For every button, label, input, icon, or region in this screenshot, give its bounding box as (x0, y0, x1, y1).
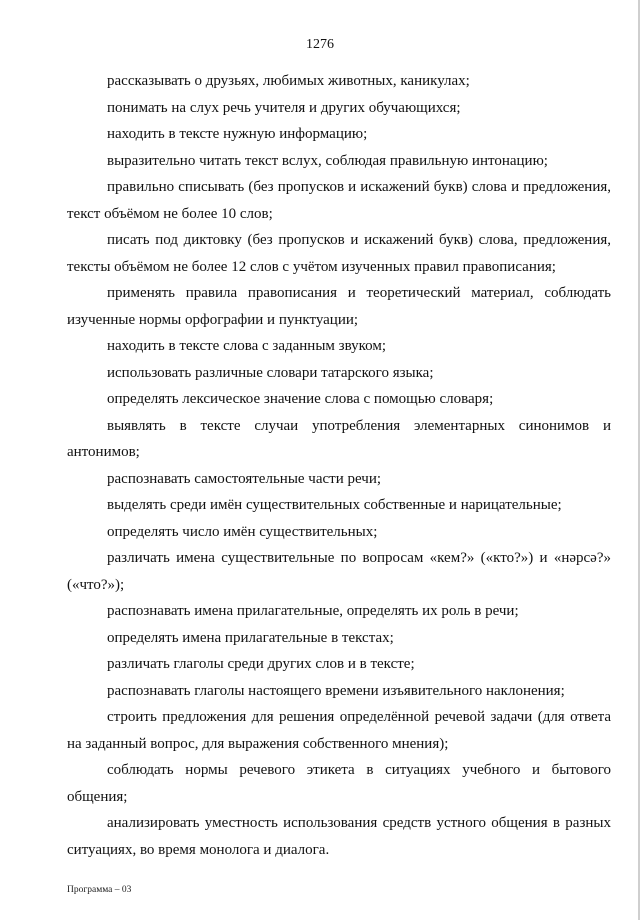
paragraph: находить в тексте слова с заданным звуком; (107, 338, 387, 354)
paragraph: распознавать глаголы настоящего времени изъявительного наклонения; (107, 682, 565, 699)
paragraph: определять имена прилагательные в текстах; (107, 629, 394, 646)
paragraph: использовать различные словари татарского языка; (107, 364, 434, 381)
paragraph: распознавать самостоятельные части речи; (107, 470, 382, 487)
paragraph: выделять среди имён существительных собственные и нарицательные; (107, 497, 562, 513)
paragraph: строить предложения для решения определённой речевой задачи (для ответа на заданный вопрос, для выражения собственного мнения); (67, 709, 611, 752)
paragraph: соблюдать нормы речевого этикета в ситуациях учебного и бытового общения; (67, 762, 611, 805)
paragraph: анализировать уместность использования средств устного общения в разных ситуациях, во время монолога и диалога. (67, 815, 611, 858)
paragraph: различать имена существительные по вопросам «кем?» («кто?») и «нәрсә?» («что?»); (67, 550, 611, 593)
paragraph: писать под диктовку (без пропусков и искажений букв) слова, предложения, тексты объёмом не более 12 слов с учётом изученных правил правописания; (67, 232, 611, 275)
paragraph: выявлять в тексте случаи употребления элементарных синонимов и антонимов; (67, 417, 611, 460)
paragraph: рассказывать о друзьях, любимых животных, каникулах; (107, 73, 470, 89)
paragraph: правильно списывать (без пропусков и искажений букв) слова и предложения, текст объёмом не более 10 слов; (67, 179, 611, 222)
document-body (67, 68, 611, 863)
paragraph: выразительно читать текст вслух, соблюдая правильную интонацию; (107, 152, 548, 169)
footer-label: Программа – 03 (67, 885, 132, 895)
paragraph: понимать на слух речь учителя и других обучающихся; (107, 99, 461, 116)
paragraph: различать глаголы среди других слов и в тексте; (107, 656, 415, 672)
paragraph: находить в тексте нужную информацию; (107, 126, 368, 142)
paragraph: определять число имён существительных; (107, 523, 378, 540)
page-number: 1276 (306, 37, 334, 52)
paragraph: распознавать имена прилагательные, определять их роль в речи; (107, 603, 519, 619)
paragraph: применять правила правописания и теоретический материал, соблюдать изученные нормы орфографии и пунктуации; (67, 285, 611, 328)
paragraph: определять лексическое значение слова с помощью словаря; (107, 391, 494, 407)
